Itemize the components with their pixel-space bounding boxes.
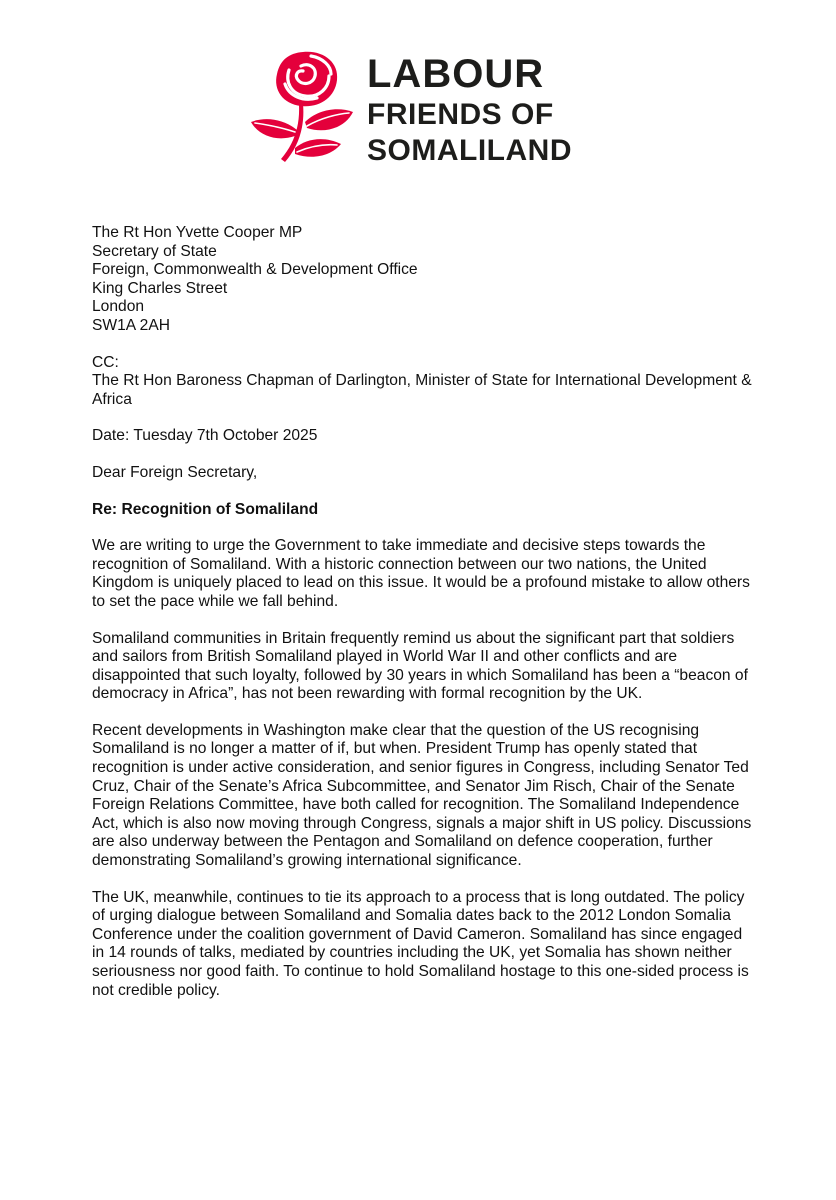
letterhead <box>245 48 605 166</box>
address-line: Foreign, Commonwealth & Development Office <box>92 261 418 279</box>
cc-text: The Rt Hon Baroness Chapman of Darlington, Minister of State for International Development & Africa <box>92 372 752 408</box>
brand-line-3: SOMALILAND <box>367 134 572 167</box>
brand-line-1: LABOUR <box>367 52 545 96</box>
salutation: Dear Foreign Secretary, <box>92 463 258 481</box>
brand-wordmark <box>367 54 572 169</box>
brand-line-2: FRIENDS OF <box>367 98 554 131</box>
paragraph: The UK, meanwhile, continues to tie its approach to a process that is long outdated. The policy of urging dialogue between Somaliland and Somalia dates back to the 2012 London Somalia Conference under the coalition government of David Cameron. Somaliland has since engaged in 14 rounds of talks, mediated by countries including the UK, yet Somalia has shown neither seriousness nor good faith. To continue to hold Somaliland hostage to this one-sided process is not credible policy. <box>92 888 749 999</box>
address-line: King Charles Street <box>92 279 228 297</box>
address-line: SW1A 2AH <box>92 316 170 334</box>
letter-date: Date: Tuesday 7th October 2025 <box>92 427 318 445</box>
address-line: London <box>92 298 145 316</box>
address-line: The Rt Hon Yvette Cooper MP <box>92 224 303 241</box>
paragraph: Recent developments in Washington make clear that the question of the US recognising Somaliland is no longer a matter of if, but when. President Trump has openly stated that recognition is under active consideration, and senior figures in Congress, including Senator Ted Cruz, Chair of the Senate’s Africa Subcommittee, and Senator Jim Risch, Chair of the Senate Foreign Relations Committee, have both called for recognition. The Somaliland Independence Act, which is also now moving through Congress, signals a major shift in US policy. Discussions are also underway between the Pentagon and Somaliland on defence cooperation, further demonstrating Somaliland’s growing international significance. <box>92 721 752 870</box>
paragraph: Somaliland communities in Britain frequently remind us about the significant part that soldiers and sailors from British Somaliland played in World War II and other conflicts and are disappointed that such loyalty, followed by 30 years in which Somaliland has been a “beacon of democracy in Africa”, has not been rewarding with formal recognition by the UK. <box>92 629 748 703</box>
cc-label: CC: <box>92 353 119 371</box>
labour-rose-icon <box>245 48 361 166</box>
paragraph: We are writing to urge the Government to take immediate and decisive steps towards the recognition of Somaliland. With a historic connection between our two nations, the United Kingdom is uniquely placed to lead on this issue. It would be a profound mistake to allow others to set the pace while we fall behind. <box>92 537 750 610</box>
recipient-address <box>92 224 752 336</box>
letter-body <box>92 224 752 1000</box>
address-line: Secretary of State <box>92 242 217 260</box>
cc-block <box>92 354 752 410</box>
subject-line: Re: Recognition of Somaliland <box>92 500 319 518</box>
